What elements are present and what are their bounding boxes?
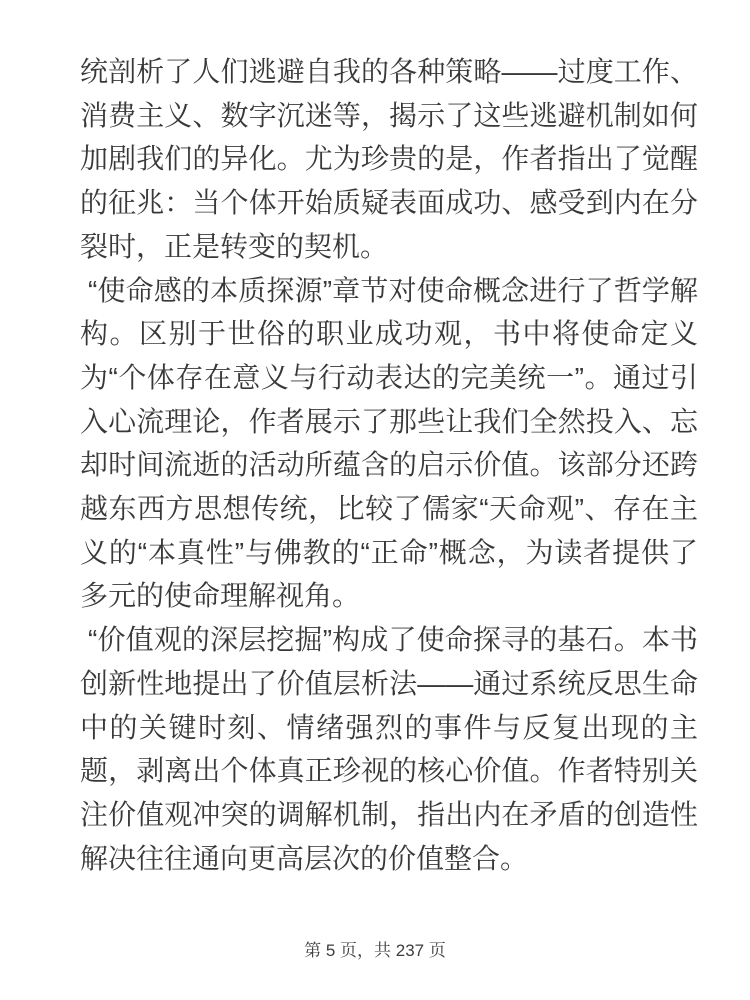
page-indicator: 第 5 页，共 237 页 [304, 941, 446, 960]
body-text-block [80, 50, 698, 880]
paragraph: “使命感的本质探源”章节对使命概念进行了哲学解构。区别于世俗的职业成功观，书中将使命定义为“个体存在意义与行动表达的完美统一”。通过引入心流理论，作者展示了那些让我们全然投入、忘却时间流逝的活动所蕴含的启示价值。该部分还跨越东西方思想传统，比较了儒家“天命观”、存在主义的“本真性”与佛教的“正命”概念，为读者提供了多元的使命理解视角。 [80, 274, 698, 612]
paragraph: “价值观的深层挖掘”构成了使命探寻的基石。本书创新性地提出了价值层析法——通过系统反思生命中的关键时刻、情绪强烈的事件与反复出现的主题，剥离出个体真正珍视的核心价值。作者特别关注价值观冲突的调解机制，指出内在矛盾的创造性解决往往通向更高层次的价值整合。 [80, 624, 698, 874]
paragraph: 统剖析了人们逃避自我的各种策略——过度工作、消费主义、数字沉迷等，揭示了这些逃避机制如何加剧我们的异化。尤为珍贵的是，作者指出了觉醒的征兆：当个体开始质疑表面成功、感受到内在分裂时，正是转变的契机。 [80, 56, 698, 262]
